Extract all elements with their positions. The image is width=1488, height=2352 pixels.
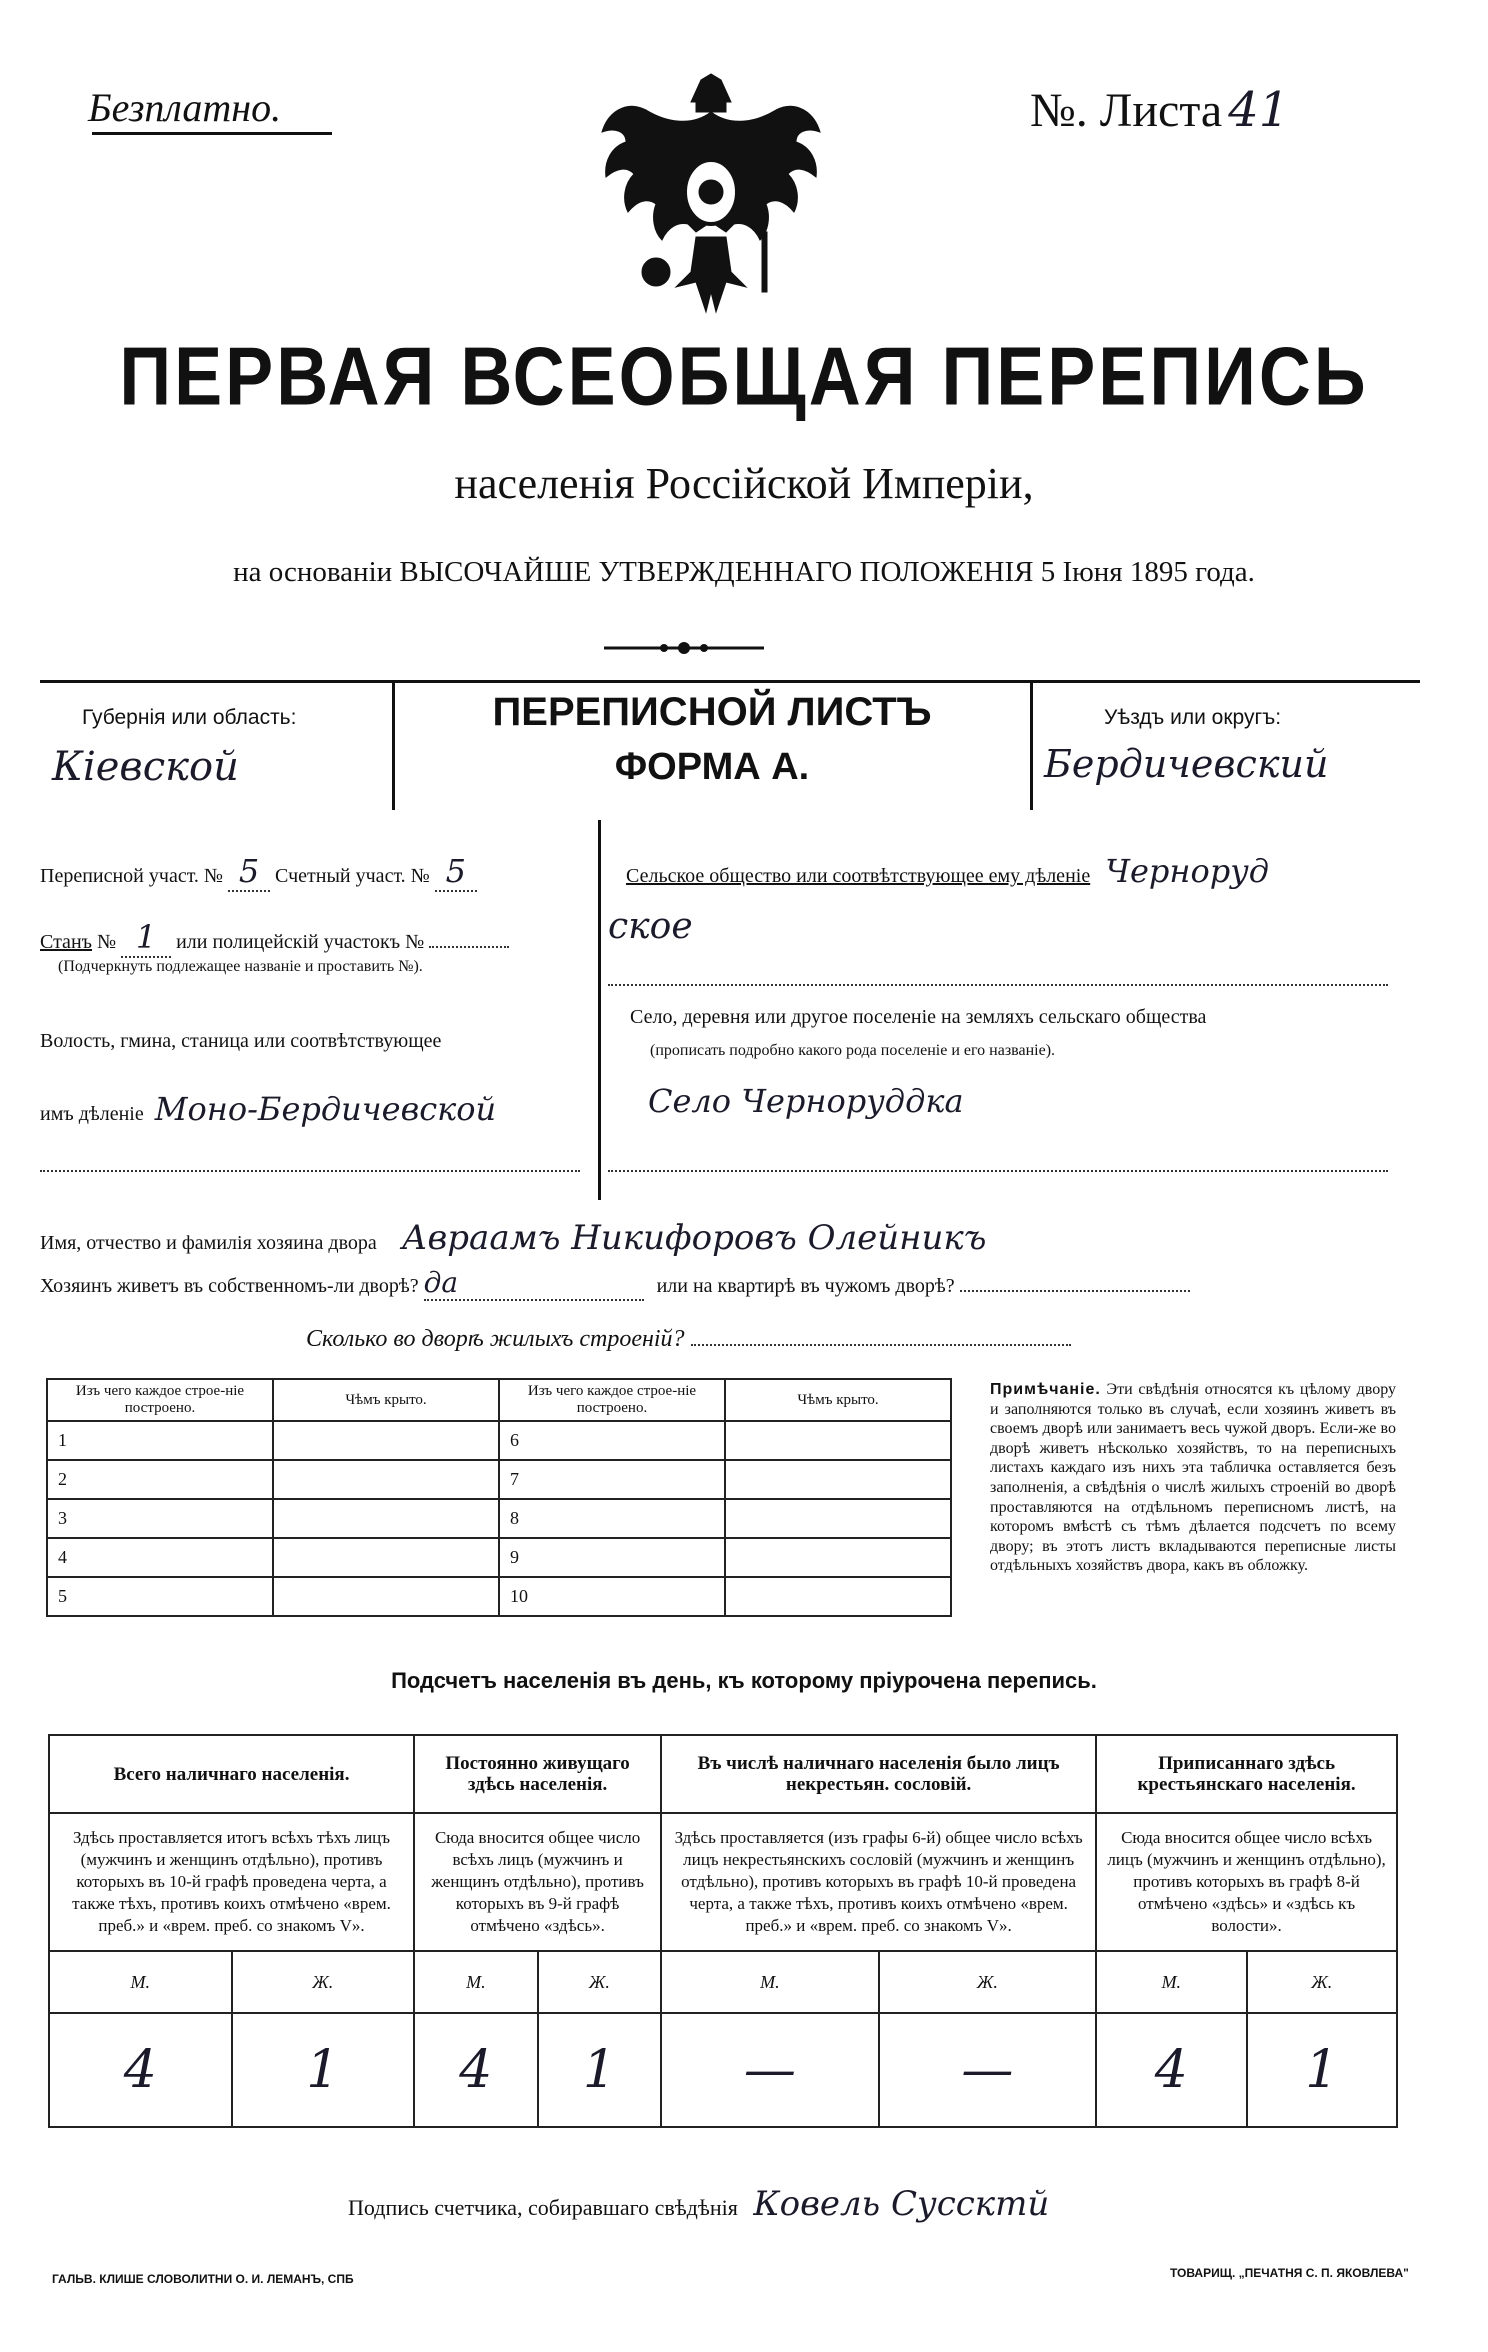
population-explanation-row bbox=[49, 1813, 1397, 1951]
underline-note-text: (Подчеркнуть подлежащее названіе и проставить №). bbox=[58, 958, 423, 975]
form-subtitle bbox=[394, 746, 1030, 789]
count-section-value: 5 bbox=[435, 852, 477, 892]
male-label: М. bbox=[414, 1951, 538, 2013]
province-value-text: Кіевской bbox=[52, 744, 239, 790]
roof-cell[interactable] bbox=[273, 1421, 499, 1460]
population-values-row bbox=[49, 2013, 1397, 2127]
material-col-header-2: Изъ чего каждое строе-ніе построено. bbox=[499, 1379, 725, 1421]
footer-right bbox=[1170, 2266, 1409, 2280]
material-col-header: Изъ чего каждое строе-ніе построено. bbox=[47, 1379, 273, 1421]
row-number: 6 bbox=[499, 1421, 725, 1460]
page-title-text: ПЕРВАЯ ВСЕОБЩАЯ ПЕРЕПИСЬ bbox=[119, 331, 1369, 423]
owner-name-field bbox=[40, 1218, 1410, 1258]
roof-cell[interactable] bbox=[725, 1460, 951, 1499]
free-label bbox=[88, 84, 281, 131]
total-population-explanation: Здѣсь проставляется итогъ всѣхъ тѣхъ лицъ (мужчинъ и женщинъ отдѣльно), противъ которыхъ въ 10-й графѣ проведена черта, а также тѣхъ, противъ коихъ отмѣчено «врем. преб.» и «врем. преб. со знакомъ V». bbox=[49, 1813, 414, 1951]
rented-blank bbox=[960, 1290, 1190, 1292]
society-field bbox=[626, 852, 1269, 890]
rented-label: или на квартирѣ въ чужомъ дворѣ? bbox=[656, 1275, 955, 1297]
male-label: М. bbox=[661, 1951, 878, 2013]
ornament-divider-icon bbox=[604, 638, 764, 658]
police-label: или полицейскій участокъ № bbox=[176, 931, 425, 953]
row-number: 3 bbox=[47, 1499, 273, 1538]
volost-label bbox=[40, 1030, 441, 1053]
note-block bbox=[990, 1380, 1396, 1576]
roof-cell[interactable] bbox=[725, 1577, 951, 1616]
row-number: 10 bbox=[499, 1577, 725, 1616]
village-label bbox=[630, 1006, 1206, 1029]
province-label-text: Губернія или область: bbox=[82, 706, 297, 729]
signature-field bbox=[348, 2184, 1049, 2224]
note-text: Эти свѣдѣнія относятся къ цѣлому двору и заполняются только въ случаѣ, если хозяинъ живетъ въ своемъ дворѣ или занимаетъ весь чужой дворъ. Если-же во дворѣ живетъ нѣсколько хозяйствъ, то на переписныхъ листахъ каждаго изъ нихъ эта табличка оставляется безъ заполненія, а свѣдѣнія о числѣ жилыхъ строеній во дворѣ проставляются на отдѣльномъ переписномъ листѣ, на которомъ вмѣстѣ съ тѣмъ дѣлается подсчетъ по всему двору; въ этотъ листъ вкладываются переписные листы отдѣльныхъ хозяйствъ двора, какъ въ обложку. bbox=[990, 1381, 1397, 1575]
stan-field bbox=[40, 918, 509, 958]
society-label: Сельское общество или соотвѣтствующее ему дѣленіе bbox=[626, 865, 1091, 887]
table-row bbox=[47, 1538, 951, 1577]
female-label: Ж. bbox=[1247, 1951, 1397, 2013]
district-label bbox=[1104, 706, 1281, 730]
village-value bbox=[648, 1082, 964, 1120]
roof-cell[interactable] bbox=[273, 1460, 499, 1499]
free-label-text: Безплатно. bbox=[88, 85, 282, 130]
population-table bbox=[48, 1734, 1398, 2128]
census-section-field bbox=[40, 852, 477, 892]
row-number: 8 bbox=[499, 1499, 725, 1538]
police-blank bbox=[429, 946, 509, 948]
total-female-value: 1 bbox=[232, 2013, 415, 2127]
signature-label: Подпись счетчика, собиравшаго свѣдѣнія bbox=[348, 2195, 738, 2220]
table-row bbox=[47, 1499, 951, 1538]
non-peasant-header: Въ числѣ наличнаго населенія было лицъ некрестьян. сословій. bbox=[661, 1735, 1096, 1813]
signature-value: Ковель Суссктй bbox=[753, 2184, 1050, 2224]
population-heading bbox=[0, 1668, 1488, 1694]
permanent-male-value: 4 bbox=[414, 2013, 538, 2127]
female-label: Ж. bbox=[232, 1951, 415, 2013]
page-subtitle-text: населенія Россійской Имперіи, bbox=[454, 459, 1034, 508]
village-label-text: Село, деревня или другое поселеніе на земляхъ сельскаго общества bbox=[630, 1006, 1207, 1028]
form-title bbox=[394, 690, 1030, 735]
male-label: М. bbox=[1096, 1951, 1246, 2013]
buildings-question bbox=[306, 1326, 1071, 1353]
population-heading-text: Подсчетъ населенія въ день, къ которому пріурочена перепись. bbox=[391, 1668, 1097, 1693]
total-male-value: 4 bbox=[49, 2013, 232, 2127]
female-label: Ж. bbox=[538, 1951, 662, 2013]
stan-label: Станъ bbox=[40, 931, 92, 953]
province-value bbox=[52, 744, 352, 790]
permanent-population-header: Постоянно живущаго здѣсь населенія. bbox=[414, 1735, 661, 1813]
row-number: 7 bbox=[499, 1460, 725, 1499]
table-row bbox=[47, 1577, 951, 1616]
volost-label-text: Волость, гмина, станица или соотвѣтствующее bbox=[40, 1030, 442, 1052]
society-line bbox=[608, 984, 1388, 986]
registered-female-value: 1 bbox=[1247, 2013, 1397, 2127]
row-number: 1 bbox=[47, 1421, 273, 1460]
district-value-text: Бердичевский bbox=[1044, 742, 1329, 786]
volost-value: Моно-Бердичевской bbox=[154, 1090, 497, 1128]
registered-male-value: 4 bbox=[1096, 2013, 1246, 2127]
row-number: 5 bbox=[47, 1577, 273, 1616]
own-yard-value: да bbox=[424, 1266, 644, 1301]
free-label-underline bbox=[92, 132, 332, 135]
owner-name-value: Авраамъ Никифоровъ Олейникъ bbox=[401, 1218, 987, 1258]
stan-value: 1 bbox=[121, 918, 171, 958]
row-number: 4 bbox=[47, 1538, 273, 1577]
own-yard-label: Хозяинъ живетъ въ собственномъ-ли дворѣ? bbox=[40, 1275, 419, 1297]
row-number: 9 bbox=[499, 1538, 725, 1577]
roof-col-header-2: Чѣмъ крыто. bbox=[725, 1379, 951, 1421]
permanent-population-explanation: Сюда вносится общее число всѣхъ лицъ (мужчинъ и женщинъ отдѣльно), противъ которыхъ въ 9-й графѣ отмѣчено «здѣсь». bbox=[414, 1813, 661, 1951]
district-label-text: Уѣздъ или округъ: bbox=[1104, 706, 1282, 729]
roof-cell[interactable] bbox=[273, 1499, 499, 1538]
sheet-number bbox=[1030, 82, 1289, 138]
society-value: Черноруд bbox=[1105, 852, 1270, 890]
form-subtitle-text: ФОРМА А. bbox=[614, 746, 810, 788]
population-sex-row bbox=[49, 1951, 1397, 2013]
volost-field bbox=[40, 1090, 496, 1128]
non-peasant-explanation: Здѣсь проставляется (изъ графы 6-й) общее число всѣхъ лицъ некрестьянскихъ сословій (мужчинъ и женщинъ отдѣльно), противъ которыхъ въ графѣ 10-й проведена черта, а также тѣхъ, противъ коихъ отмѣчено «врем. преб.» и «врем. преб. со знакомъ V». bbox=[661, 1813, 1096, 1951]
buildings-table-header bbox=[47, 1379, 951, 1421]
stan-no-label: № bbox=[96, 931, 117, 953]
table-row bbox=[47, 1460, 951, 1499]
female-label: Ж. bbox=[879, 1951, 1097, 2013]
population-title-row bbox=[49, 1735, 1397, 1813]
village-value-text: Село Черноруддка bbox=[648, 1082, 964, 1120]
roof-cell[interactable] bbox=[725, 1538, 951, 1577]
page-title bbox=[0, 330, 1488, 424]
roof-cell[interactable] bbox=[725, 1421, 951, 1460]
registered-peasant-explanation: Сюда вносится общее число всѣхъ лицъ (мужчинъ и женщинъ отдѣльно), противъ которыхъ въ графѣ 8-й отмѣчено «здѣсь» и «здѣсь къ волости». bbox=[1096, 1813, 1397, 1951]
footer-left-text: ГАЛЬВ. КЛИШЕ СЛОВОЛИТНИ О. И. ЛЕМАНЪ, СПБ bbox=[52, 2272, 354, 2286]
volost-label2-text: имъ дѣленіе bbox=[40, 1103, 144, 1125]
male-label: М. bbox=[49, 1951, 232, 2013]
row-number: 2 bbox=[47, 1460, 273, 1499]
imperial-eagle-icon bbox=[596, 72, 826, 332]
society-value2-text: ское bbox=[608, 906, 693, 947]
table-row bbox=[47, 1421, 951, 1460]
buildings-table bbox=[46, 1378, 952, 1617]
basis-line-text: на основаніи ВЫСОЧАЙШЕ УТВЕРЖДЕННАГО ПОЛОЖЕНІЯ 5 Іюня 1895 года. bbox=[233, 556, 1255, 588]
village-line bbox=[608, 1170, 1388, 1172]
count-section-label: Счетный участ. № bbox=[275, 865, 430, 887]
owner-name-label: Имя, отчество и фамилія хозяина двора bbox=[40, 1232, 377, 1254]
census-section-label: Переписной участ. № bbox=[40, 865, 224, 887]
fields-divider bbox=[598, 820, 601, 1200]
permanent-female-value: 1 bbox=[538, 2013, 662, 2127]
underline-note bbox=[58, 958, 423, 976]
census-section-value: 5 bbox=[228, 852, 270, 892]
roof-cell[interactable] bbox=[273, 1577, 499, 1616]
non-peasant-female-value: — bbox=[879, 2013, 1097, 2127]
sheet-number-value: 41 bbox=[1228, 82, 1290, 138]
registered-peasant-header: Приписаннаго здѣсь крестьянскаго населенія. bbox=[1096, 1735, 1397, 1813]
form-title-text: ПЕРЕПИСНОЙ ЛИСТЪ bbox=[492, 690, 932, 734]
roof-cell[interactable] bbox=[725, 1499, 951, 1538]
page-subtitle bbox=[0, 458, 1488, 509]
footer-right-text: ТОВАРИЩ. „ПЕЧАТНЯ С. П. ЯКОВЛЕВА" bbox=[1170, 2266, 1409, 2280]
roof-cell[interactable] bbox=[273, 1538, 499, 1577]
village-note bbox=[650, 1042, 1055, 1060]
note-lead: Примѣчаніе. bbox=[990, 1381, 1101, 1398]
society-value-continued bbox=[608, 906, 693, 947]
volost-extra-line bbox=[40, 1170, 580, 1172]
roof-col-header: Чѣмъ крыто. bbox=[273, 1379, 499, 1421]
province-label bbox=[82, 706, 296, 730]
basis-line bbox=[0, 556, 1488, 589]
district-value bbox=[1044, 742, 1328, 786]
buildings-blank bbox=[691, 1344, 1071, 1346]
footer-left bbox=[52, 2272, 354, 2286]
non-peasant-male-value: — bbox=[661, 2013, 878, 2127]
own-yard-field bbox=[40, 1266, 1190, 1301]
sheet-number-label: №. Листа bbox=[1030, 84, 1223, 137]
form-box-divider-right bbox=[1030, 680, 1033, 810]
village-note-text: (прописать подробно какого рода поселеніе и его названіе). bbox=[650, 1042, 1056, 1059]
buildings-question-text: Сколько во дворѣ жилыхъ строеній? bbox=[306, 1326, 685, 1352]
total-population-header: Всего наличнаго населенія. bbox=[49, 1735, 414, 1813]
